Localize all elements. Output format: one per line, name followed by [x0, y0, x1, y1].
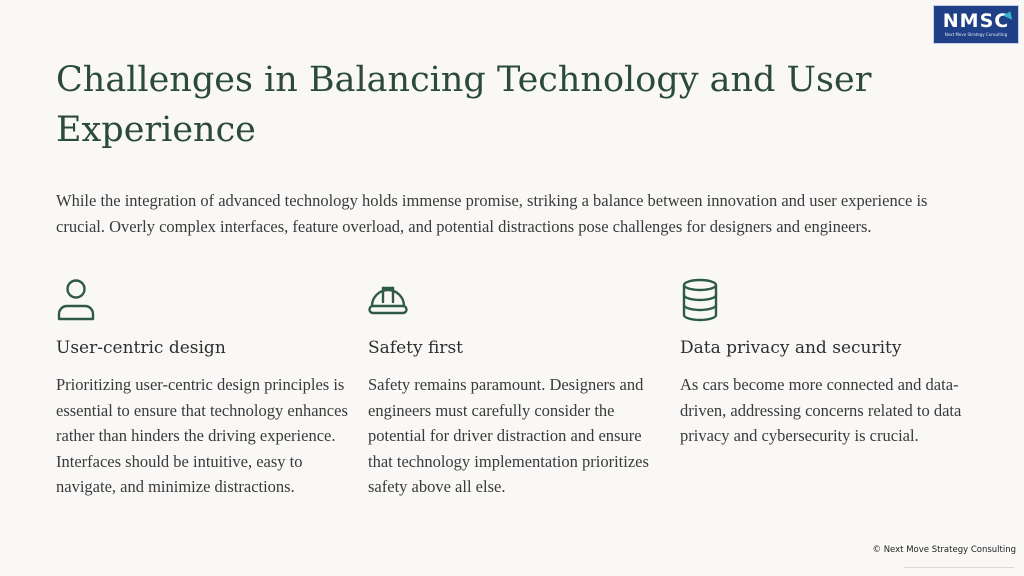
- footer-divider: [904, 567, 1014, 568]
- user-icon: [56, 278, 96, 322]
- logo-tagline: Next Move Strategy Consulting: [944, 32, 1008, 37]
- column-body: Safety remains paramount. Designers and engineers must carefully consider the potential for driver distraction and ensure that technology implementation prioritizes safety above all else.: [368, 375, 649, 496]
- column-heading: Safety first: [368, 338, 463, 358]
- column-heading: User-centric design: [56, 338, 226, 358]
- hard-hat-icon: [368, 278, 408, 322]
- column-body: Prioritizing user-centric design principles is essential to ensure that technology enhances rather than hinders the driving experience. Interfaces should be intuitive, easy to navigate, and minimize distractions.: [56, 375, 348, 496]
- slide-title: Challenges in Balancing Technology and User Experience: [56, 60, 872, 150]
- database-icon: [680, 278, 720, 322]
- company-logo: [933, 5, 1019, 44]
- logo-mark: NMSC: [942, 10, 1010, 32]
- column-heading: Data privacy and security: [680, 338, 902, 358]
- column-safety-first: [368, 278, 660, 500]
- column-user-centric-design: [56, 278, 348, 500]
- intro-paragraph: While the integration of advanced technology holds immense promise, striking a balance between innovation and user experience is crucial. Overly complex interfaces, feature overload, and potential distractions pose challenges for designers and engineers.: [56, 191, 928, 236]
- column-data-privacy: [680, 278, 972, 449]
- footer-copyright: © Next Move Strategy Consulting: [872, 545, 1016, 555]
- column-body: As cars become more connected and data-driven, addressing concerns related to data privacy and cybersecurity is crucial.: [680, 375, 962, 445]
